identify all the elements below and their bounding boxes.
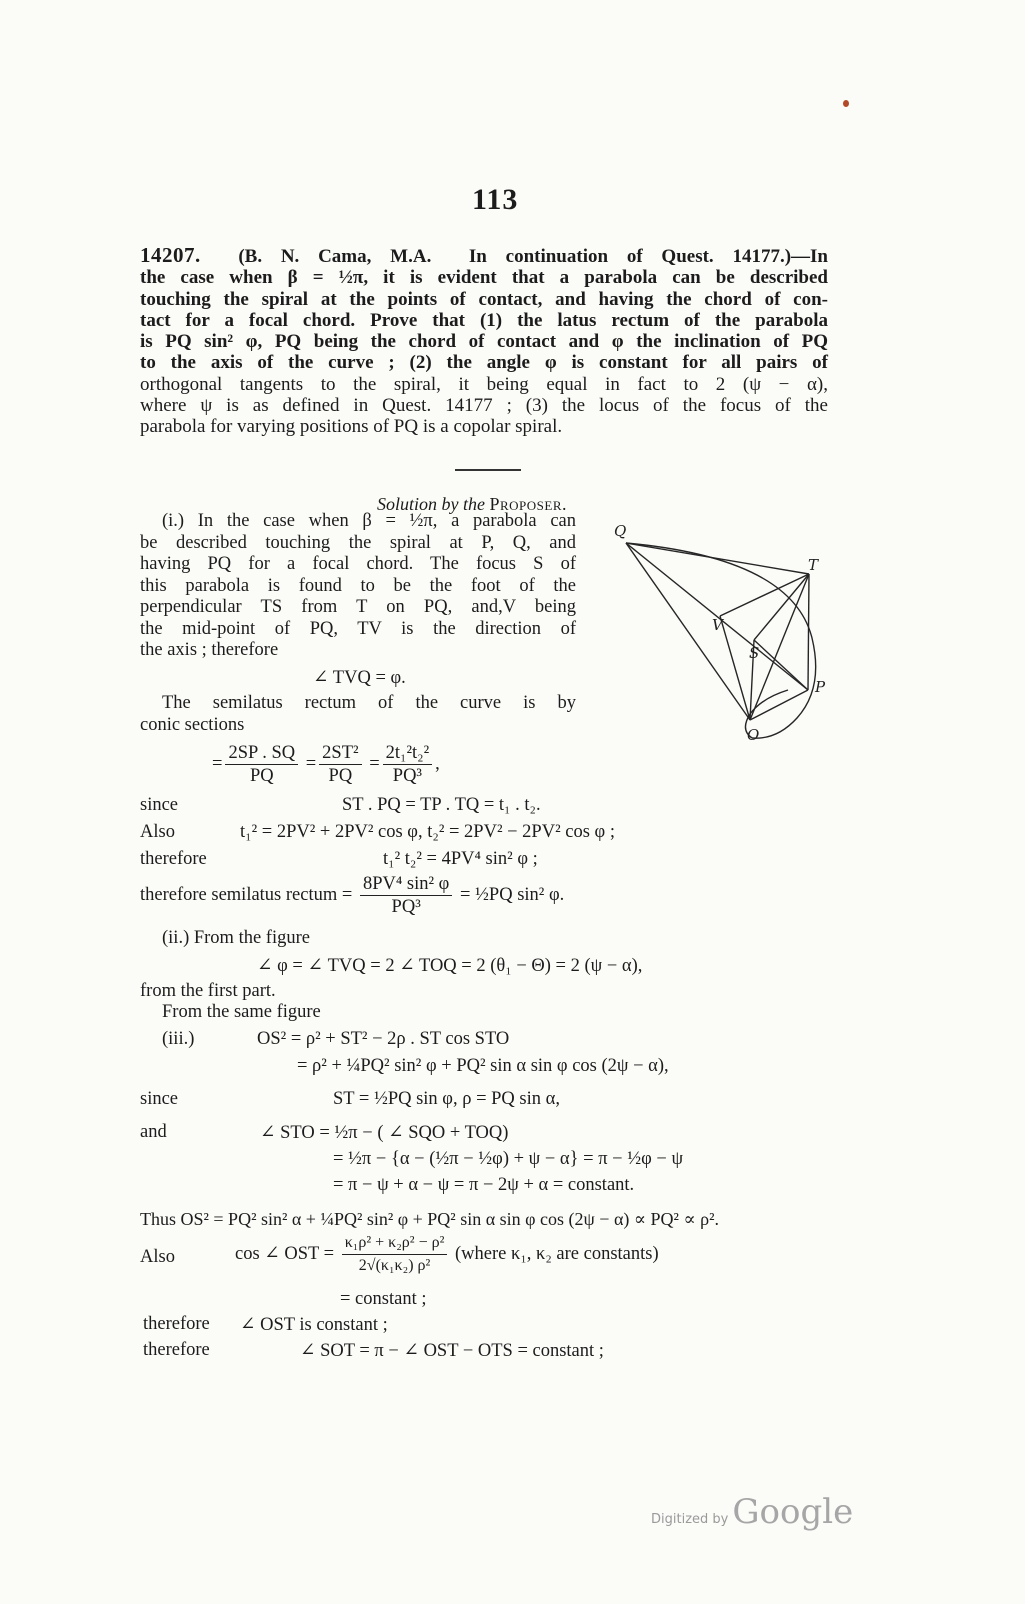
fraction (360, 873, 452, 918)
and-equation: = π − ψ + α − ψ = π − 2ψ + α = constant. (333, 1175, 635, 1195)
semilatus-paragraph (140, 693, 576, 736)
semilatus-line: The semilatus rectum of the curve is by (162, 693, 576, 713)
also-equation: t₁² = 2PV² + 2PV² cos φ, t₂² = 2PV² − 2PV² cos φ ; (240, 822, 615, 842)
question-number: 14207. (140, 243, 201, 267)
semilatus-result: = ½PQ sin² φ. (459, 884, 565, 905)
line-QO (626, 543, 750, 720)
fraction-numerator: 2ST² (319, 742, 361, 765)
constants-note: (where κ₁, κ₂ are constants) (455, 1243, 659, 1264)
fraction-numerator: 2t₁²t₂² (383, 742, 433, 765)
fraction-denominator: PQ³ (392, 766, 422, 786)
also-label: Also (140, 1247, 175, 1267)
fraction-numerator: κ₁ρ² + κ₂ρ² − ρ² (342, 1232, 448, 1255)
line-SP (754, 640, 808, 690)
fraction-denominator: 2√(κ₁κ₂) ρ² (358, 1257, 431, 1274)
part-one-paragraph (140, 511, 576, 662)
page-number: 113 (472, 183, 519, 216)
fraction (383, 742, 433, 787)
label-T: T (808, 556, 819, 574)
part-two-intro: (ii.) From the figure (162, 928, 310, 948)
fraction-numerator: 8PV⁴ sin² φ (360, 873, 452, 896)
therefore-label: therefore (143, 1340, 210, 1360)
semilatus-label: therefore semilatus rectum = (140, 884, 353, 905)
part-one-line: the mid-point of PQ, TV is the direction of (140, 618, 576, 639)
part-three-label: (iii.) (162, 1029, 195, 1049)
also-label: Also (140, 822, 175, 842)
question-first-line (140, 245, 828, 267)
therefore-equation: t₁² t₂² = 4PV⁴ sin² φ ; (383, 849, 538, 869)
line-TV (720, 574, 809, 616)
therefore-label: therefore (143, 1314, 210, 1334)
question-line: orthogonal tangents to the spiral, it being equal in fact to 2 (ψ − α), (140, 373, 828, 395)
semilatus-result-row (140, 873, 564, 918)
line-QT (626, 543, 809, 574)
label-Q: Q (614, 522, 627, 540)
part-two-tail: From the same figure (162, 1002, 321, 1022)
and-equation: = ½π − {α − (½π − ½φ) + ψ − α} = π − ½φ − ψ (333, 1149, 684, 1169)
question-line: is PQ sin² φ, PQ being the chord of contact and φ the inclination of PQ (140, 331, 828, 353)
part-one-line: perpendicular TS from T on PQ, and,V being (140, 597, 576, 617)
and-equation: ∠ STO = ½π − ( ∠ SQO + TOQ) (260, 1123, 509, 1143)
cos-ost-row (235, 1232, 659, 1277)
digitized-watermark (651, 1492, 853, 1532)
question-line: to the axis of the curve ; (2) the angle φ is constant for all pairs of (140, 352, 828, 374)
line-TS (754, 574, 809, 640)
part-one-line: be described touching the spiral at P, Q, and (140, 532, 576, 553)
semilatus-fraction-chain: = $\frac{2SP . SQ}{PQ}$ = $\frac{\text{2ST²}}{PQ}$ = $\frac{\text{2t₁²t₂²}}{\text{PQ³}}$ , (212, 743, 440, 786)
and-label: and (140, 1122, 167, 1142)
fraction (225, 742, 298, 787)
question-line: the case when β = ½π, it is evident that a parabola can be described (140, 267, 828, 289)
part-one-line: having PQ for a focal chord. The focus S of (140, 554, 576, 574)
section-divider (455, 469, 521, 471)
line-TP (808, 574, 809, 690)
label-S: S (749, 644, 760, 662)
fraction (319, 742, 361, 787)
question-line: touching the spiral at the points of contact, and having the chord of con- (140, 288, 828, 310)
google-logo: Google (732, 1492, 854, 1532)
question-line: tact for a focal chord. Prove that (1) the latus rectum of the parabola (140, 309, 828, 331)
fraction (342, 1232, 448, 1277)
part-one-line: this parabola is found to be the foot of the (140, 575, 576, 596)
part-two-equation: ∠ φ = ∠ TVQ = 2 ∠ TOQ = 2 (θ₁ − Θ) = 2 (ψ − α), (257, 956, 643, 976)
therefore-equation: ∠ SOT = π − ∠ OST − OTS = constant ; (300, 1341, 604, 1361)
part-two-tail: from the first part. (140, 981, 276, 1001)
question-block (140, 245, 828, 438)
label-P: P (815, 678, 826, 696)
question-author: (B. N. Cama, M.A. (238, 246, 432, 267)
since-equation: ST . PQ = TP . TQ = t₁ . t₂. (342, 795, 541, 815)
fraction-numerator: 2SP . SQ (225, 742, 298, 765)
semilatus-line: conic sections (140, 714, 245, 735)
label-V: V (712, 616, 723, 634)
ink-spot (843, 100, 849, 107)
question-line: In continuation of Quest. 14177.)—In (468, 246, 828, 267)
since-label: since (140, 1089, 179, 1109)
spiral-parabola-figure (612, 518, 852, 758)
fraction-denominator: PQ³ (391, 897, 421, 917)
watermark-prefix: Digitized by (651, 1512, 729, 1527)
solution-heading-italic: Solution by the (377, 494, 485, 514)
therefore-equation: ∠ OST is constant ; (240, 1315, 388, 1335)
since-label: since (140, 795, 179, 815)
spiral-curve (626, 543, 816, 738)
part-one-line: the axis ; therefore (140, 640, 279, 660)
part-three-equation: OS² = ρ² + ST² − 2ρ . ST cos STO (257, 1029, 510, 1049)
fraction-denominator: PQ (249, 766, 274, 786)
angle-tvq-equation: ∠ TVQ = φ. (313, 668, 406, 688)
question-line: parabola for varying positions of PQ is a copolar spiral. (140, 416, 563, 438)
part-three-equation: = ρ² + ¼PQ² sin² φ + PQ² sin α sin φ cos (2ψ − α), (297, 1056, 669, 1076)
label-O: O (747, 726, 760, 744)
constant-line: = constant ; (340, 1289, 427, 1309)
solution-heading-proposer: Proposer. (489, 494, 568, 514)
therefore-label: therefore (140, 849, 207, 869)
since-equation: ST = ½PQ sin φ, ρ = PQ sin α, (333, 1089, 560, 1109)
thus-equation: Thus OS² = PQ² sin² α + ¼PQ² sin² φ + PQ² sin α sin φ cos (2ψ − α) ∝ PQ² ∝ ρ². (140, 1209, 720, 1229)
part-one-line: (i.) In the case when β = ½π, a parabola can (162, 511, 576, 531)
fraction-denominator: PQ (328, 766, 353, 786)
question-line: where ψ is as defined in Quest. 14177 ; (3) the locus of the focus of the (140, 395, 828, 417)
cos-ost-lhs: cos ∠ OST = (235, 1243, 335, 1264)
